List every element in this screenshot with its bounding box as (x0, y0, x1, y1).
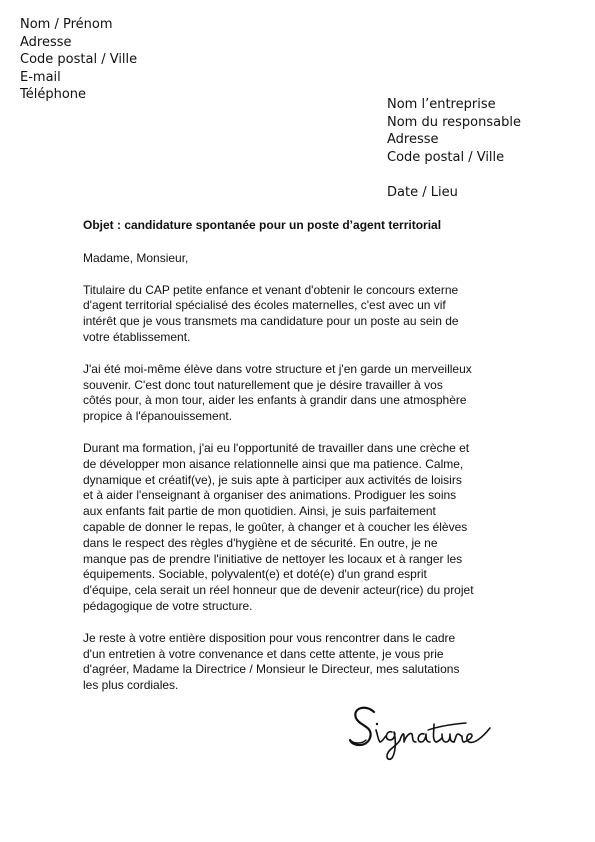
recipient-address: Adresse (387, 132, 439, 148)
paragraph-line: et à aider l'enseignant à organiser des animations. Prodiguer les soins (83, 488, 457, 503)
recipient-postal-city: Code postal / Ville (387, 149, 505, 165)
recipient-manager: Nom du responsable (387, 114, 521, 130)
paragraph-line: J'ai été moi-même élève dans votre structure et j'en garde un merveilleux (83, 361, 472, 376)
recipient-block (387, 96, 521, 202)
paragraph-line: propice à l'épanouissement. (83, 409, 233, 424)
paragraph-line: Titulaire du CAP petite enfance et venant d'obtenir le concours externe (83, 282, 459, 297)
paragraph-line: dans le respect des règles d'hygiène et de sécurité. En outre, je ne (83, 535, 438, 550)
letter-subject: Objet : candidature spontanée pour un poste d’agent territorial (83, 218, 442, 232)
paragraph-line: les plus cordiales. (83, 678, 179, 693)
paragraph-line: d'un entretien à votre convenance et dans cette attente, je vous prie (83, 646, 444, 661)
recipient-company: Nom l’entreprise (387, 97, 496, 112)
handwritten-signature (344, 700, 504, 764)
letter-body (83, 218, 523, 694)
sender-email: E-mail (20, 69, 61, 85)
sender-address: Adresse (20, 34, 72, 50)
paragraph-line: de développer mon aisance relationnelle ainsi que ma patience. Calme, (83, 456, 464, 471)
paragraph-line: côtés pour, à mon tour, aider les enfants à grandir dans une atmosphère (83, 393, 467, 408)
paragraph-line: aux enfants fait partie de mon quotidien. Ainsi, je suis parfaitement (83, 504, 436, 519)
paragraph-skills (83, 441, 523, 615)
paragraph-line: manque pas de prendre l'initiative de nettoyer les locaux et à ranger les (83, 551, 463, 566)
sender-block (20, 16, 137, 104)
paragraph-closing (83, 631, 523, 694)
paragraph-intro (83, 283, 523, 346)
paragraph-line: souvenir. C'est donc tout naturellement que je désire travailler à vos (83, 377, 443, 392)
paragraph-line: d'agréer, Madame la Directrice / Monsieur le Directeur, mes salutations (83, 662, 460, 677)
paragraph-line: d'équipe, cela serait un réel honneur que de devenir acteur(rice) du projet (83, 583, 474, 598)
sender-name: Nom / Prénom (20, 17, 113, 32)
paragraph-line: d'agent territorial spécialisé des écoles maternelles, c'est avec un vif (83, 298, 446, 313)
paragraph-line: Durant ma formation, j'ai eu l'opportunité de travailler dans une crèche et (83, 440, 470, 455)
paragraph-line: Je reste à votre entière disposition pour vous rencontrer dans le cadre (83, 630, 456, 645)
paragraph-line: intérêt que je vous transmets ma candidature pour un poste au sein de (83, 314, 459, 329)
date-place: Date / Lieu (387, 184, 458, 200)
paragraph-line: équipements. Sociable, polyvalent(e) et doté(e) d'un grand esprit (83, 567, 427, 582)
paragraph-line: pédagogique de votre structure. (83, 598, 253, 613)
paragraph-line: dynamique et créatif(ve), je suis apte à participer aux activités de loisirs (83, 472, 462, 487)
sender-phone: Téléphone (20, 87, 87, 103)
letter-salutation: Madame, Monsieur, (83, 250, 189, 265)
sender-postal-city: Code postal / Ville (20, 52, 138, 68)
paragraph-line: capable de donner le repas, le goûter, à changer et à coucher les élèves (83, 519, 468, 534)
recipient-spacer (387, 166, 521, 184)
paragraph-motivation (83, 362, 523, 425)
paragraph-line: votre établissement. (83, 329, 191, 344)
